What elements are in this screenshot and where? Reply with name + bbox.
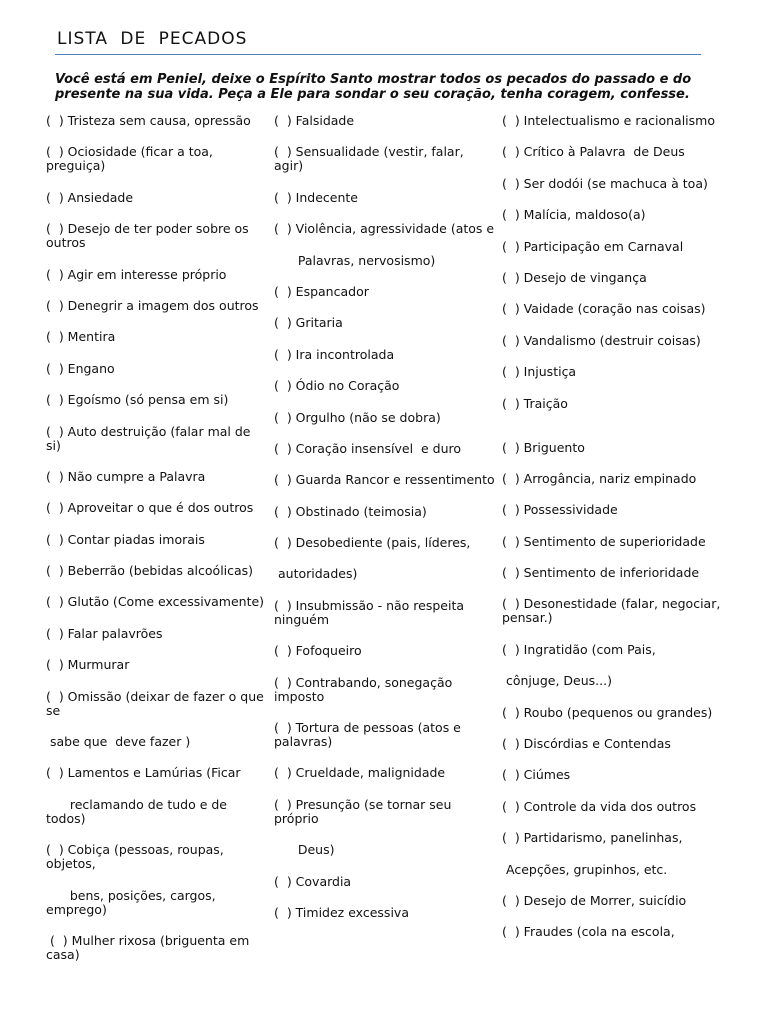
checklist-item: ( ) Engano [46,360,115,376]
checklist-item: ( ) Mentira [46,329,116,345]
checklist-item: ( ) Injustiça [502,364,577,380]
checklist-item: ( ) Omissão (deixar de fazer o que se [46,688,268,718]
checklist-item: ( ) Discórdias e Contendas [502,736,671,752]
checklist-item: ( ) Ciúmes [502,767,571,783]
checklist-item: ( ) Timidez excessiva [274,904,409,920]
checklist-item: ( ) Arrogância, nariz empinado [502,470,697,486]
checklist-item: ( ) Espancador [274,283,369,299]
checklist-item: ( ) Crítico à Palavra de Deus [502,144,685,160]
checklist-item: ( ) Vaidade (coração nas coisas) [502,301,706,317]
checklist-item: ( ) Sentimento de inferioridade [502,565,700,581]
checklist-item: bens, posições, cargos, emprego) [46,887,220,917]
checklist-item: ( ) Fofoqueiro [274,643,362,659]
checklist-item: ( ) Crueldade, malignidade [274,765,446,781]
checklist-item: ( ) Auto destruição (falar mal de si) [46,423,255,453]
checklist-item: ( ) Egoísmo (só pensa em si) [46,392,229,408]
checklist-item: ( ) Covardia [274,873,352,889]
checklist-item: reclamando de tudo e de todos) [46,796,231,826]
checklist-item: ( ) Aproveitar o que é dos outros [46,500,254,516]
checklist-item: ( ) Insubmissão - não respeita ninguém [274,597,469,627]
checklist-item: ( ) Desonestidade (falar, negociar, pensar.) [502,596,725,626]
checklist-item: ( ) Desobediente (pais, líderes, [274,535,471,551]
checklist-item: ( ) Sensualidade (vestir, falar, agir) [274,144,468,174]
checklist-item: ( ) Possessividade [502,502,618,518]
checklist-item: ( ) Presunção (se tornar seu próprio [274,796,456,826]
checklist-item: ( ) Denegrir a imagem dos outros [46,297,259,313]
checklist-item: sabe que deve fazer ) [46,734,191,750]
checklist-item: ( ) Ira incontrolada [274,346,395,362]
checklist-item: ( ) Partidarismo, panelinhas, [502,830,683,846]
checklist-item: ( ) Contrabando, sonegação imposto [274,674,457,704]
checklist-item: ( ) Glutão (Come excessivamente) [46,594,265,610]
checklist-item: ( ) Desejo de ter poder sobre os outros [46,221,253,251]
checklist-item: ( ) Desejo de vingança [502,269,647,285]
checklist-item: ( ) Intelectualismo e racionalismo [502,113,715,128]
checklist-item: Acepções, grupinhos, etc. [502,861,668,877]
checklist-item: autoridades) [274,566,358,582]
checklist-item: ( ) Fraudes (cola na escola, [502,924,675,940]
title-underline [55,54,701,55]
checklist-item: ( ) Tristeza sem causa, opressão [46,113,251,128]
column-3 [502,114,724,957]
checklist-item: ( ) Sentimento de superioridade [502,533,706,549]
checklist-item: ( ) Gritaria [274,315,343,331]
checklist-item: ( ) Murmurar [46,657,130,673]
checklist-item: ( ) Beberrão (bebidas alcoólicas) [46,563,254,579]
checklist-item: ( ) Ansiedade [46,189,134,205]
intro-text: Você está em Peniel, deixe o Espírito Santo mostrar todos os pecados do passado e do presente na sua vida. Peça a Ele para sondar o seu coração, tenha coragem, confesse. [55,72,692,102]
page-title: LISTA DE PECADOS [57,29,248,49]
checklist-item: ( ) Violência, agressividade (atos e [274,221,495,237]
checklist-item: ( ) Mulher rixosa (briguenta em casa) [46,932,254,962]
checklist-item: ( ) Malícia, maldoso(a) [502,207,646,223]
checklist-item: ( ) Lamentos e Lamúrias (Ficar [46,765,241,781]
checklist-item: ( ) Controle da vida dos outros [502,798,697,814]
checklist-item: ( ) Ser dodói (se machuca à toa) [502,175,708,191]
checklist-item: ( ) Ingratidão (com Pais, [502,641,656,657]
checklist-item: ( ) Não cumpre a Palavra [46,468,206,484]
checklist-item: ( ) Roubo (pequenos ou grandes) [502,704,713,720]
checklist-item: ( ) Obstinado (teimosia) [274,503,427,519]
checklist-item: ( ) Traição [502,395,568,411]
checklist-item: ( ) Agir em interesse próprio [46,266,227,282]
checklist-item: ( ) Vandalismo (destruir coisas) [502,332,701,348]
checklist-item: ( ) Desejo de Morrer, suicídio [502,892,687,908]
checklist-item: ( ) Cobiça (pessoas, roupas, objetos, [46,842,228,872]
checklist-item: cônjuge, Deus...) [502,673,612,689]
checklist-item: ( ) Falsidade [274,113,355,128]
checklist-item: Deus) [274,842,335,858]
checklist-item: ( ) Participação em Carnaval [502,238,684,254]
checklist-item: ( ) Falar palavrões [46,625,163,641]
checklist-item: ( ) Orgulho (não se dobra) [274,409,441,425]
checklist-item: ( ) Indecente [274,189,358,205]
checklist-item: ( ) Tortura de pessoas (atos e palavras) [274,720,465,750]
checklist-item: ( ) Contar piadas imorais [46,531,205,547]
checklist-item: ( ) Ódio no Coração [274,378,400,394]
checklist-item: Palavras, nervosismo) [274,252,436,268]
checklist-item: ( ) Briguento [502,439,585,455]
checklist-item: ( ) Ociosidade (ficar a toa, preguiça) [46,144,217,174]
checklist-item: ( ) Guarda Rancor e ressentimento [274,472,495,488]
column-2 [274,114,496,937]
checklist-item: ( ) Coração insensível e duro [274,440,462,456]
column-1 [46,114,268,979]
